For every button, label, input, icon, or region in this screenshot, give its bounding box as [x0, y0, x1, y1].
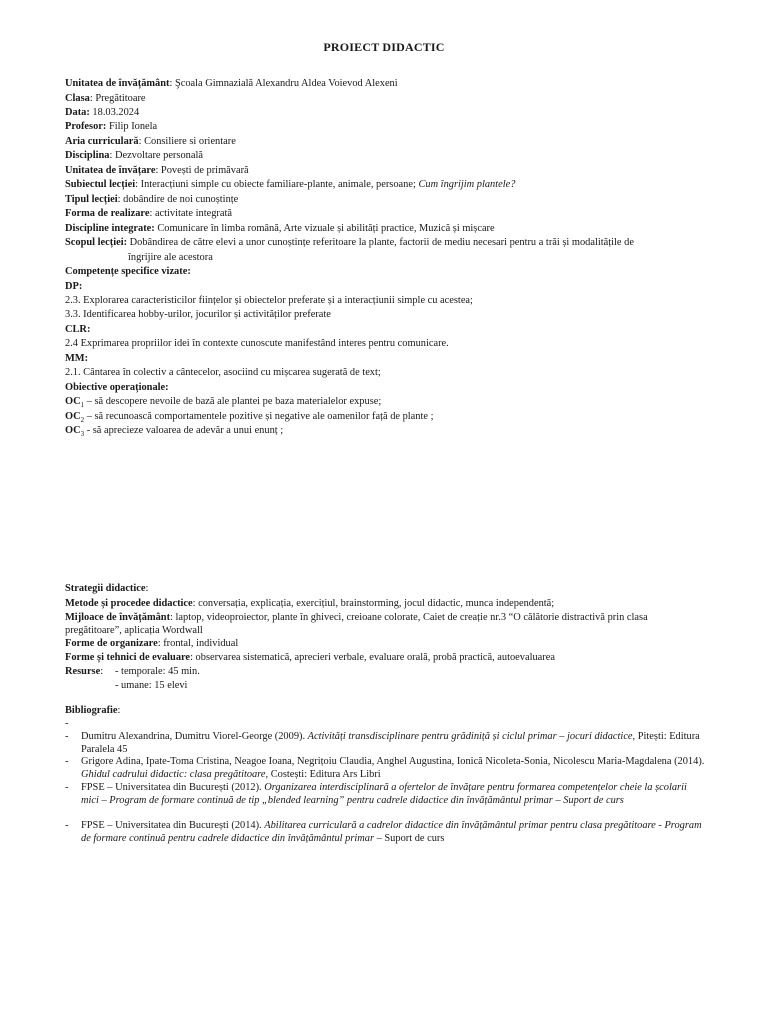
competente-heading: Competențe specifice vizate: — [65, 266, 191, 277]
field-metode: Metode și procedee didactice: conversația, explicația, exercițiul, brainstorming, jocul didactic, munca independentă; — [65, 598, 555, 609]
mm-label: MM: — [65, 353, 89, 364]
field-aria: Aria curriculară: Consiliere si orientare — [65, 136, 236, 147]
field-clasa: Clasa: Pregătitoare — [65, 93, 146, 104]
bib-item: - Dumitru Alexandrina, Dumitru Viorel-George (2009). Activități transdisciplinare pentru grădiniță și ciclul primar – jocuri didactice, Pitești: Editura Paralela 45 — [65, 731, 700, 755]
obiectiv-item: $OC_3$ - să aprecieze valoarea de adevăr a unui enunț ; — [65, 425, 284, 439]
dp-item-2: 3.3. Identificarea hobby-urilor, jocurilor și activităților preferate — [65, 309, 331, 320]
field-disciplina: Disciplina: Dezvoltare personală — [65, 150, 203, 161]
field-forme-evaluare: Forme și tehnici de evaluare: observarea sistematică, aprecieri verbale, evaluare orală, probă practică, autoevaluarea — [65, 652, 555, 663]
clr-item-1: 2.4 Exprimarea propriilor idei în contexte cunoscute manifestând interes pentru comunicare. — [65, 338, 449, 349]
field-scopul-cont: îngrijire ale acestora — [128, 252, 213, 263]
bullet-dash: - — [65, 782, 69, 793]
field-forma: Forma de realizare: activitate integrată — [65, 208, 232, 219]
field-profesor: Profesor: Filip Ionela — [65, 121, 158, 132]
obiectiv-item: $OC_2$ – să recunoască comportamentele pozitive și negative ale oamenilor față de plante ; — [65, 411, 434, 425]
bib-item: - Grigore Adina, Ipate-Toma Cristina, Neagoe Ioana, Negrițoiu Claudia, Anghel Augustina, Ionică Nicoleta-Sonia, Nicolescu Maria-Magdalena (2014). Ghidul cadrului didactic: clasa pregătitoare, Costești: Editura Ars Libri — [65, 756, 705, 780]
obiectiv-item: $OC_1$ – să descopere nevoile de bază ale plantei pe baza materialelor expuse; — [65, 396, 382, 410]
field-mijloace: Mijloace de învățământ: laptop, videoproiector, plante în ghiveci, creioane colorate, Caiet de creație nr.3 “O călătorie distractivă prin clasa pregătitoare”, aplicația Wordwall — [65, 612, 648, 636]
dp-label: DP: — [65, 281, 83, 292]
dp-item-1: 2.3. Explorarea caracteristicilor ființelor și obiectelor preferate și a interacțiunii simple cu acestea; — [65, 295, 473, 306]
clr-label: CLR: — [65, 324, 91, 335]
obiective-heading: Obiective operaționale: — [65, 382, 169, 393]
field-unitatea-invatare: Unitatea de învățare: Povești de primăvară — [65, 165, 249, 176]
field-forme-organizare: Forme de organizare: frontal, individual — [65, 638, 239, 649]
strategii-heading: Strategii didactice: — [65, 583, 149, 594]
field-unitatea: Unitatea de învățământ: Şcoala Gimnazială Alexandru Aldea Voievod Alexeni — [65, 78, 398, 89]
bullet-dash: - — [65, 756, 69, 767]
resurse-temporale: - temporale: 45 min. — [115, 666, 200, 677]
mm-item-1: 2.1. Cântarea în colectiv a cântecelor, asociind cu mișcarea sugerată de text; — [65, 367, 381, 378]
field-tipul: Tipul lecției: dobândire de noi cunoștințe — [65, 194, 239, 205]
field-discipline: Discipline integrate: Comunicare în limba română, Arte vizuale și abilități practice, Muzică și mișcare — [65, 223, 495, 234]
field-scopul: Scopul lecției: Dobândirea de către elevi a unor cunoștințe referitoare la plante, factorii de mediu necesari pentru a trăi și modalitățile de — [65, 237, 634, 248]
resurse-umane: - umane: 15 elevi — [115, 680, 188, 691]
field-subiect: Subiectul lecției: Interacțiuni simple cu obiecte familiare-plante, animale, persoane; Cum îngrijim plantele? — [65, 179, 516, 190]
bullet-dash: - — [65, 731, 69, 742]
bib-item: - FPSE – Universitatea din București (2014). Abilitarea curriculară a cadrelor didactice din învățământul primar pentru clasa pregătitoare - Program de formare continuă pentru cadrele didactice din învățământul primar – Suport de curs — [65, 820, 702, 844]
page-title: PROIECT DIDACTIC — [323, 40, 445, 54]
field-data: Data: 18.03.2024 — [65, 107, 140, 118]
field-resurse: Resurse: — [65, 666, 104, 677]
bib-item: - FPSE – Universitatea din București (2012). Organizarea interdisciplinară a ofertelor de învățare pentru formarea competențelor cheie la școlarii mici – Program de formare continuă de tip „blended learning” pentru cadrele didactice din învățământul primar – Suport de curs — [65, 782, 687, 806]
bullet-dash: - — [65, 820, 69, 831]
bibliografie-heading: Bibliografie: — [65, 705, 121, 716]
bullet-dash: - — [65, 718, 69, 729]
